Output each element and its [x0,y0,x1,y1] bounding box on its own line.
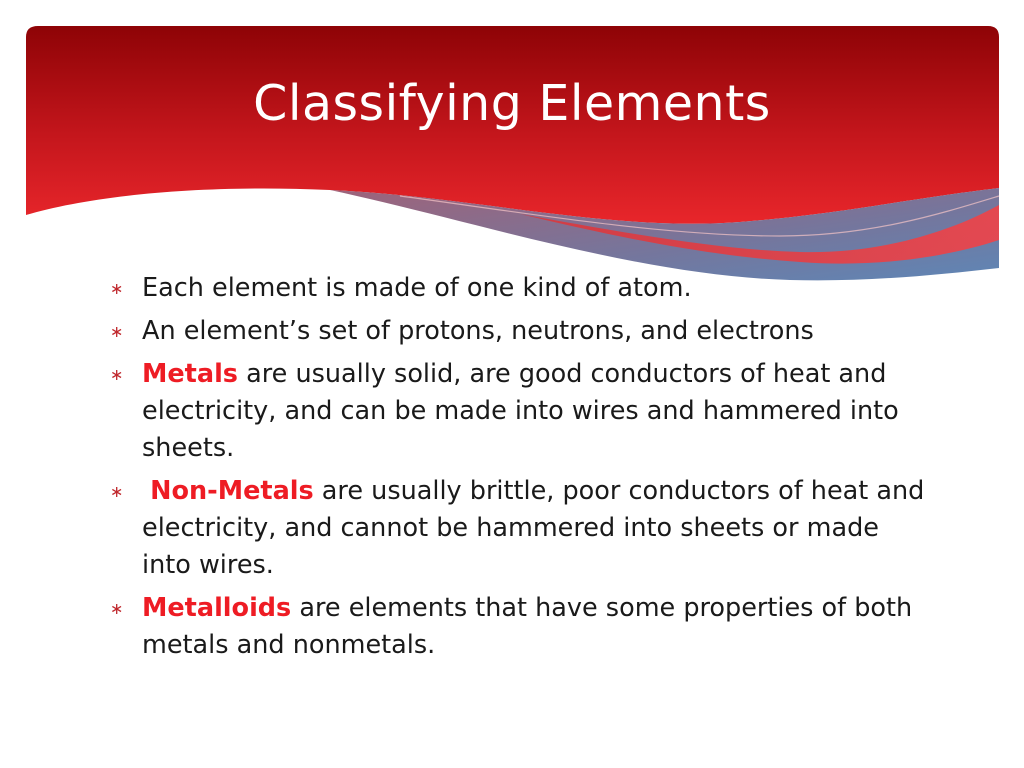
bullet-marker-icon: ∗ [110,322,124,341]
bullet-body: An element’s set of protons, neutrons, and electrons [142,316,814,346]
bullet-item [108,356,928,467]
bullet-item [108,473,928,584]
bullet-text [142,313,814,350]
bullet-marker-icon: ∗ [110,365,124,384]
bullet-text [142,356,928,467]
bullet-item [108,313,928,350]
bullet-keyword-metalloids: Metalloids [142,593,292,623]
bullet-keyword-non-metals: Non-Metals [150,476,314,506]
bullet-body: are usually brittle, poor conductors of heat and electricity, and cannot be hammered into sheets or made into wires. [142,476,925,580]
bullet-body: Each element is made of one kind of atom. [142,273,692,303]
bullet-marker-icon: ∗ [110,279,124,298]
slide-title: Classifying Elements [253,75,771,132]
bullet-text [142,270,692,307]
bullet-marker-icon: ∗ [110,482,124,501]
bullet-keyword-metals: Metals [142,359,238,389]
bullet-body: are elements that have some properties of both metals and nonmetals. [142,593,913,660]
bullet-item [108,590,928,664]
header-banner [0,0,1024,300]
bullet-item [108,270,928,307]
bullet-marker-icon: ∗ [110,599,124,618]
bullet-body: are usually solid, are good conductors of heat and electricity, and can be made into wires and hammered into sheets. [142,359,899,463]
bullet-list [108,270,928,670]
bullet-text [142,473,928,584]
bullet-text [142,590,928,664]
